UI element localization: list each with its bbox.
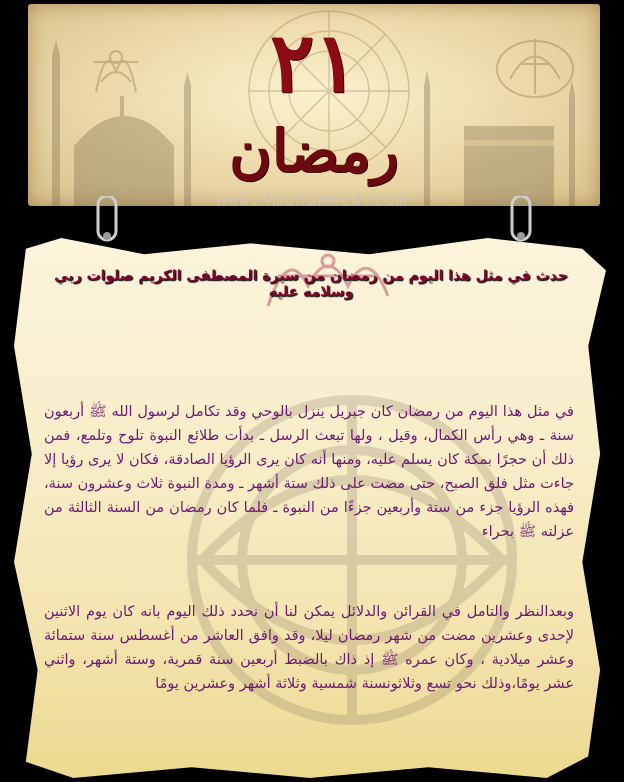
- month-name: رمضان: [229, 117, 399, 185]
- binder-ring-icon: [506, 196, 536, 244]
- intro-line: حدث في مثل هذا اليوم من رمضان من سيرة المصطفى الكريم صلوات ربي وسلامه عليه: [54, 268, 568, 300]
- paragraph-revelation: في مثل هذا اليوم من رمضان كان جبريل ينزل بالوحي وقد تكامل لرسول الله ﷺ أربعون سنة ـ وهي رأس الكمال، وقيل ، ولها تبعث الرسل ـ بدأت طلائع النبوة تلوح وتلمع، فمن ذلك أن حجرًا بمكة كان يسلم عليه، ومنها أنه كان يرى الرؤيا الصادقة، فكان لا يرى رؤيا إلا جاءت مثل فلق الصبح، حتى مضت على ذلك ستة أشهر ـ ومدة النبوة ثلاث وعشرون سنة، فهذه الرؤيا جزء من ستة وأربعين جزءًا من النبوة ـ فلما كان رمضان من السنة الثالثة من عزلته ﷺ بحراء: [44, 404, 574, 540]
- day-number: ٢١: [269, 15, 359, 111]
- website-url[interactable]: www.4muhammed.com: [216, 190, 408, 210]
- binder-ring-icon: [92, 196, 122, 244]
- paragraph-date-calculation: وبعدالنظر والتامل في القرائن والدلائل يمكن لنا أن نحدد ذلك اليوم بانه كان يوم الاثنين لإحدى وعشرين مضت من شهر رمضان ليلا، وقد وافق العاشر من أغسطس سنة ستمائة وعشر ميلادية ، وكان عمره ﷺ إذ ذاك بالضبط أربعين سنة قمرية، وستة أشهر، واثني عشر يومًا،وذلك نحو تسع وثلاثونسنة شمسية وثلاثة أشهر وعشرين يومًا: [44, 604, 574, 692]
- calendar-header-card: [28, 4, 600, 206]
